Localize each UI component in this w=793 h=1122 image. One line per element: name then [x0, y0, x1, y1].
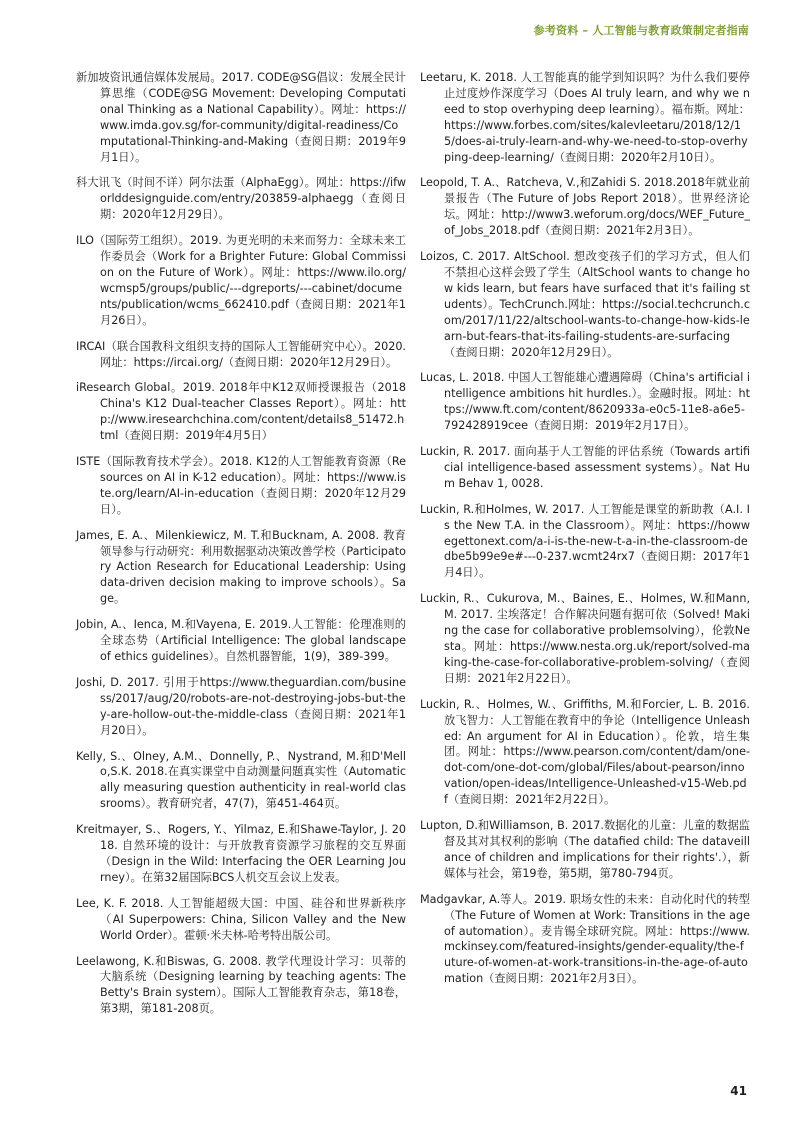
reference-entry: Lucas, L. 2018. 中国人工智能雄心遭遇障碍（China's artificial intelligence ambitions hit hurdles.）。金融时报。网址：https://www.ft.com/content/8620933a-e0c5-11e8-a6e5-792428919cee（查阅日期：2019年2月17日）。	[420, 371, 750, 433]
reference-entry: ILO（国际劳工组织）。2019. 为更光明的未来而努力：全球未来工作委员会（Work for a Brighter Future: Global Commission on the Future of Work）。网址：https://www.ilo.org/wcmsp5/groups/public/---dgreports/---cabinet/documents/publication/wcms_662410.pdf（查阅日期：2021年1月26日）。	[76, 234, 406, 327]
reference-entry: IRCAI（联合国教科文组织支持的国际人工智能研究中心）。2020.网址：https://ircai.org/（查阅日期：2020年12月29日）。	[76, 339, 406, 369]
reference-entry: Luckin, R. 2017. 面向基于人工智能的评估系统（Towards artificial intelligence-based assessment systems）。Nat Hum Behav 1, 0028.	[420, 445, 750, 490]
reference-entry: Madgavkar, A.等人。2019. 职场女性的未来：自动化时代的转型（The Future of Women at Work: Transitions in the age of automation）。麦肯锡全球研究院。网址：https://www.mckinsey.com/featured-insights/gender-equality/the-future-of-women-at-work-transitions-in-the-age-of-automation（查阅日期：2021年2月3日）。	[420, 892, 750, 986]
reference-entry: Loizos, C. 2017. AltSchool. 想改变孩子们的学习方式，但人们不禁担心这样会毁了学生（AltSchool wants to change how kids learn, but fears have surfaced that it's failing students）。TechCrunch.网址：https://social.techcrunch.com/2017/11/22/altschool-wants-to-change-how-kids-learn-but-fears-that-its-failing-students-are-surfacing（查阅日期：2020年12月29日）。	[420, 250, 750, 359]
reference-entry: Leetaru, K. 2018. 人工智能真的能学到知识吗？为什么我们要停止过度炒作深度学习（Does AI truly learn, and why we need to stop overhyping deep learning）。福布斯。网址：https://www.forbes.com/sites/kalevleetaru/2018/12/15/does-ai-truly-learn-and-why-we-need-to-stop-overhyping-deep-learning/（查阅日期：2020年2月10日）。	[420, 71, 750, 164]
reference-entry: Jobin, A.、Ienca, M.和Vayena, E. 2019.人工智能：伦理准则的全球态势（Artificial Intelligence: The global landscape of ethics guidelines）。自然机器智能，1(9)，389-399。	[76, 618, 406, 663]
reference-entry: Kreitmayer, S.、Rogers, Y.、Yilmaz, E.和Shawe-Taylor, J. 2018. 自然环境的设计：与开放教育资源学习旅程的交互界面（Design in the Wild: Interfacing the OER Learning Journey）。在第32届国际BCS人机交互会议上发表。	[76, 823, 406, 884]
reference-entry: Joshi, D. 2017. 引用于https://www.theguardian.com/business/2017/aug/20/robots-are-not-destroying-jobs-but-they-are-hollow-out-the-middle-class（查阅日期：2021年1月20日）。	[76, 675, 406, 737]
reference-entry: 科大讯飞（时间不详）阿尔法蛋（AlphaEgg）。网址：https://ifworlddesignguide.com/entry/203859-alphaegg（查阅日期：2020年12月29日）。	[76, 176, 406, 222]
page-number: 41	[730, 1084, 747, 1098]
references-right-column	[420, 70, 750, 997]
reference-entry: Luckin, R.、Cukurova, M.、Baines, E.、Holmes, W.和Mann, M. 2017. 尘埃落定！合作解决问题有据可依（Solved! Making the case for collaborative problemsolving），伦敦Nesta。网址：https://www.nesta.org.uk/report/solved-making-the-case-for-collaborative-problem-solving/（查阅日期：2021年2月22日）。	[420, 592, 750, 685]
page-header	[0, 0, 793, 48]
reference-entry: 新加坡资讯通信媒体发展局。2017. CODE@SG倡议：发展全民计算思维（CODE@SG Movement: Developing Computational Thinking as a National Capability）。网址：https://www.imda.gov.sg/for-community/digital-readiness/Computational-Thinking-and-Making（查阅日期：2019年9月1日）。	[76, 71, 406, 164]
reference-entry: Lupton, D.和Williamson, B. 2017.数据化的儿童：儿童的数据监督及其对其权利的影响（The datafied child: The dataveillance of children and implications for their rights'.），新媒体与社会，第19卷，第5期，第780-794页。	[420, 819, 750, 880]
running-header-title: 参考资料 – 人工智能与教育政策制定者指南	[533, 24, 749, 37]
reference-entry: Lee, K. F. 2018. 人工智能超级大国：中国、硅谷和世界新秩序（AI Superpowers: China, Silicon Valley and the New World Order）。霍顿·米夫林-哈考特出版公司。	[76, 896, 406, 942]
reference-entry: Luckin, R.、Holmes, W.、Griffiths, M.和Forcier, L. B. 2016. 放飞智力：人工智能在教育中的争论（Intelligence Unleashed: An argument for AI in Education）。伦敦，培生集团。网址：https://www.pearson.com/content/dam/one-dot-com/one-dot-com/global/Files/about-pearson/innovation/open-ideas/Intelligence-Unleashed-v15-Web.pdf（查阅日期：2021年2月22日）。	[420, 697, 750, 807]
reference-entry: Luckin, R.和Holmes, W. 2017. 人工智能是课堂的新助教（A.I. Is the New T.A. in the Classroom）。网址：https://howwegettonext.com/a-i-is-the-new-t-a-in-the-classroom-dedbe5b99e9e#---0-237.wcmt24rx7（查阅日期：2017年1月4日）。	[420, 502, 750, 580]
reference-entry: Leopold, T. A.、Ratcheva, V.,和Zahidi S. 2018.2018年就业前景报告（The Future of Jobs Report 2018）。世界经济论坛。网址：http://www3.weforum.org/docs/WEF_Future_of_Jobs_2018.pdf（查阅日期：2021年2月3日）。	[420, 176, 750, 238]
reference-entry: Leelawong, K.和Biswas, G. 2008. 教学代理设计学习：贝蒂的大脑系统（Designing learning by teaching agents: The Betty's Brain system）。国际人工智能教育杂志，第18卷，第3期，第181-208页。	[76, 954, 406, 1016]
reference-entry: Kelly, S.、Olney, A.M.、Donnelly, P.、Nystrand, M.和D'Mello,S.K. 2018.在真实课堂中自动测量问题真实性（Automatically measuring question authenticity in real-world classrooms）。教育研究者，47(7)，第451-464页。	[76, 749, 406, 811]
reference-entry: ISTE（国际教育技术学会）。2018. K12的人工智能教育资源（Resources on AI in K-12 education）。网址：https://www.iste.org/learn/AI-in-education（查阅日期：2020年12月29日）。	[76, 455, 406, 516]
reference-entry: James, E. A.、Milenkiewicz, M. T.和Bucknam, A. 2008. 教育领导参与行动研究：利用数据驱动决策改善学校（Participatory Action Research for Educational Leadership: Using data-driven decision making to improve schools）。Sage。	[76, 528, 406, 606]
reference-entry: iResearch Global。2019. 2018年中K12双师授课报告（2018 China's K12 Dual-teacher Classes Report）。网址：http://www.iresearchchina.com/content/details8_51472.html（查阅日期：2019年4月5日）	[76, 381, 406, 443]
references-left-column	[76, 70, 406, 1027]
